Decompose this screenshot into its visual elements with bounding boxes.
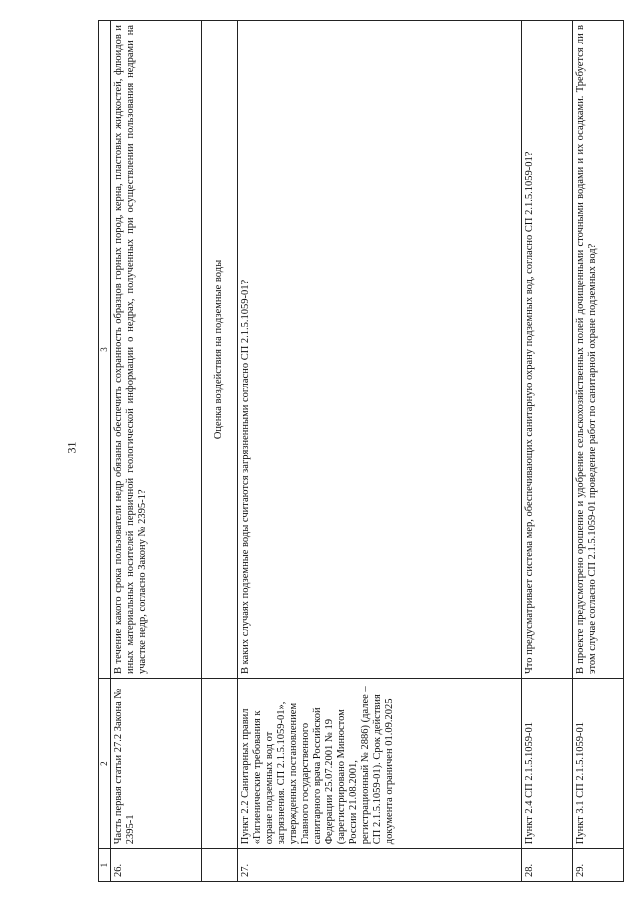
table-row — [522, 21, 573, 882]
header-row — [99, 21, 111, 882]
header-col-2: 2 — [99, 679, 111, 849]
row-number: 26. — [110, 849, 202, 882]
row-number: 28. — [522, 849, 573, 882]
row-basis: Пункт 3.1 СП 2.1.5.1059-01 — [573, 679, 624, 849]
requirements-table — [98, 20, 624, 882]
header-col-3: 3 — [99, 21, 111, 679]
row-number: 29. — [573, 849, 624, 882]
row-basis: Пункт 2.4 СП 2.1.5.1059-01 — [522, 679, 573, 849]
page-number: 31 — [64, 441, 79, 454]
section-row — [202, 21, 238, 882]
row-number: 27. — [237, 849, 522, 882]
row-basis: Часть первая статьи 27.2 Закона № 2395-1 — [110, 679, 202, 849]
table-row — [573, 21, 624, 882]
rotated-table-container — [98, 20, 624, 882]
table-row — [110, 21, 202, 882]
row-question: Что предусматривает система мер, обеспечивающих санитарную охрану подземных вод, согласно СП 2.1.5.1059-01? — [522, 21, 573, 679]
row-question: В течение какого срока пользователи недр обязаны обеспечить сохранность образцов горных пород, керна, пластовых жидкостей, флюидов и иных материальных носителей первичной геологической информации о недрах, полученных при осуществлении пользования недрами на участке недр, согласно Закону № 2395-1? — [110, 21, 202, 679]
section-empty-cell — [202, 679, 238, 849]
row-question: В каких случаях подземные воды считаются загрязненными согласно СП 2.1.5.1059-01? — [237, 21, 522, 679]
table-row — [237, 21, 522, 882]
row-question: В проекте предусмотрено орошение и удобрение сельскохозяйственных полей дочищенными сточными водами и их осадками. Требуется ли в этом случае согласно СП 2.1.5.1059-01 проведение работ по санитарной охране подземных вод? — [573, 21, 624, 679]
row-basis: Пункт 2.2 Санитарных правил «Гигиенические требования к охране подземных вод от загрязнения. СП 2.1.5.1059-01», утвержденных постановлением Главного государственного санитарного врача Российской Федерации 25.07.2001 № 19 (зарегистрировано Минюстом России 21.08.2001, регистрационный № 2886) (далее – СП 2.1.5.1059-01). Срок действия документа ограничен 01.09.2025 — [237, 679, 522, 849]
section-empty-cell — [202, 849, 238, 882]
section-title: Оценка воздействия на подземные воды — [202, 21, 238, 679]
header-col-1: 1 — [99, 849, 111, 882]
